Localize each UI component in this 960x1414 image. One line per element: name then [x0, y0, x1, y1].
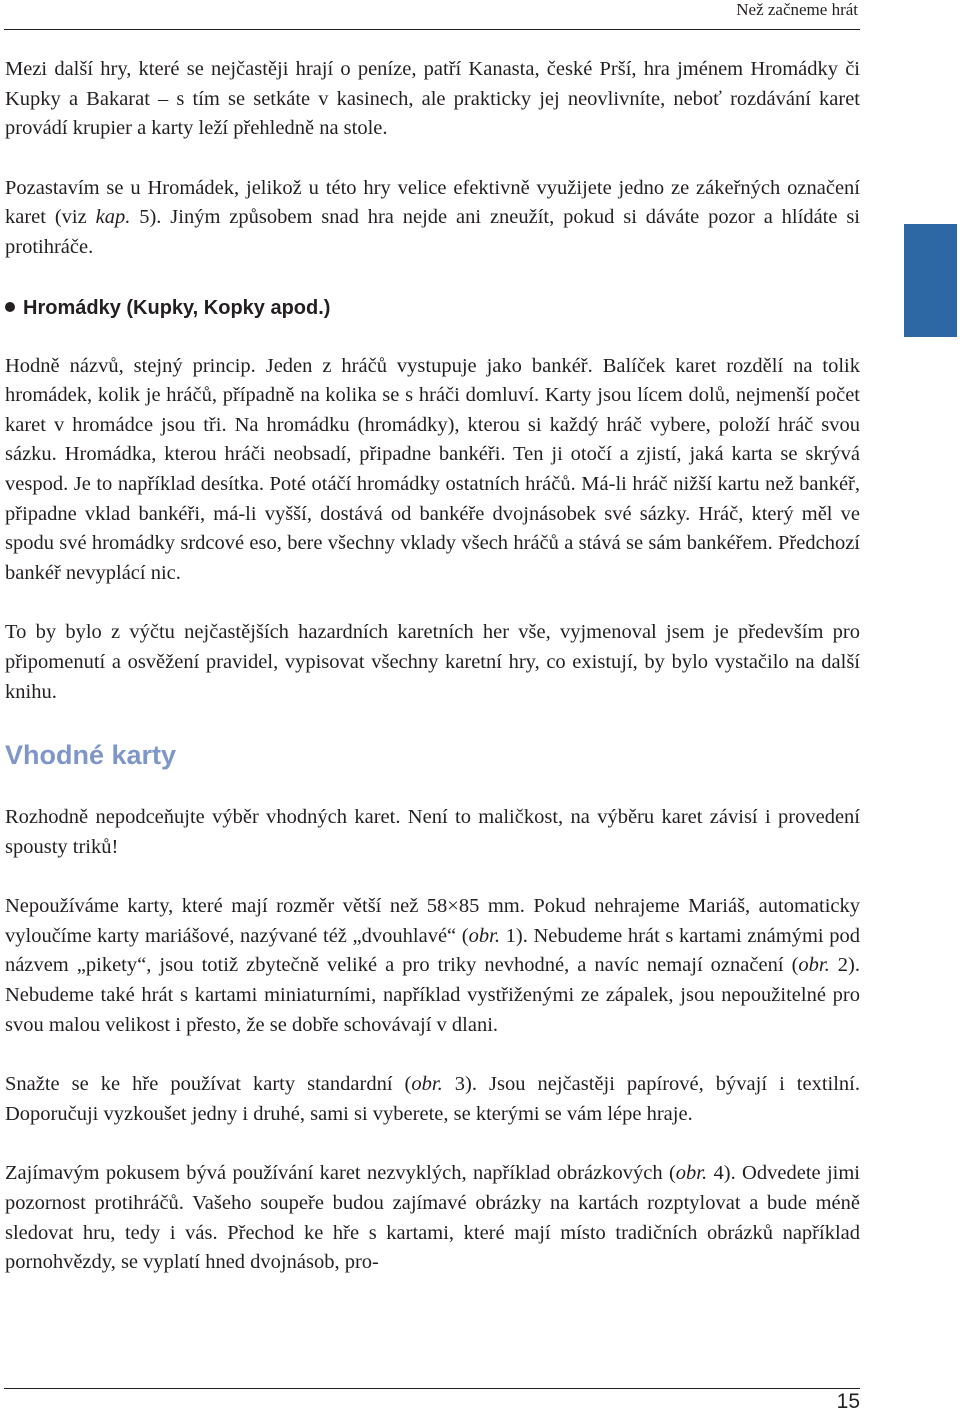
- paragraph-card-choice: Rozhodně nepodceňujte výběr vhodných karet. Není to maličkost, na výběru karet závisí i provedení spousty triků!: [5, 806, 860, 858]
- paragraph-games-intro: Mezi další hry, které se nejčastěji hrají o peníze, patří Kanasta, české Prší, hra jménem Hromádky či Kupky a Bakarat – s tím se setkáte v kasinech, ale prakticky jej neovlivníte, neboť rozdávání karet provádí krupier a karty leží přehledně na stole.: [5, 58, 860, 140]
- paragraph-hromadky-rules: Hodně názvů, stejný princip. Jeden z hráčů vystupuje jako bankéř. Balíček karet rozdělí na tolik hromádek, kolik je hráčů, případně na kolika se s hráči domluví. Karty jsou lícem dolů, nejmenší počet karet v hromádce jsou tři. Na hromádku (hromádky), kterou si každý hráč vybere, položí hráč svou sázku. Hromádka, kterou hráči neobsadí, připadne bankéři. Ten ji otočí a zjistí, jaká karta se skrývá vespod. Je to například desítka. Poté otáčí hromádky ostatních hráčů. Má-li hráč nižší kartu než bankéř, připadne vklad bankéři, má-li vyšší, dostává od bankéře dvojnásobek své sázky. Hráč, který měl ve spodu své hromádky srdcové eso, bere všechny vklady všech hráčů a stává se sám bankéřem. Předchozí bankéř nevyplácí nic.: [5, 354, 860, 584]
- text-run: 2). Nebudeme také hrát s kartami miniaturními, například vystřiženými ze zápalek, jsou nepoužitelné pro svou malou velikost i přesto, že se dobře schovávají v dlani.: [5, 954, 860, 1036]
- figure-reference: obr.: [798, 954, 830, 977]
- running-header: Než začneme hrát: [736, 0, 858, 19]
- page-body: [5, 55, 860, 1308]
- text-run: 4). Odvedete jimi pozornost protihráčů. Vašeho soupeře budou zajímavé obrázky na kartách rozptylovat a bude méně sledovat hru, tedy i vás. Přechod ke hře s kartami, které mají místo tradičních obrázků například pornohvězdy, se vyplatí hned dvojnásob, pro-: [5, 1162, 860, 1274]
- text-run: Pozastavím se u Hromádek, jelikož u této hry velice efektivně využijete jedno ze zákeřných označení karet (viz: [5, 176, 860, 229]
- text-run: 3). Jsou nejčastěji papírové, bývají i textilní. Doporučuji vyzkoušet jedny i druhé, sami si vyberete, se kterými se vám lépe hraje.: [5, 1073, 860, 1125]
- paragraph-card-sizes: [5, 892, 860, 1040]
- subheading-text: Hromádky (Kupky, Kopky apod.): [23, 296, 331, 319]
- footer-rule: [4, 1388, 860, 1389]
- chapter-reference: kap.: [95, 206, 131, 229]
- subheading-hromadky: [5, 293, 860, 323]
- paragraph-hromadky-intro: [5, 174, 860, 263]
- text-run: Zajímavým pokusem bývá používání karet nezvyklých, například obrázkových (: [5, 1162, 676, 1185]
- text-run: Nepoužíváme karty, které mají rozměr větší než 58×85 mm. Pokud nehrajeme Mariáš, automaticky vyloučíme karty mariášové, nazývané též „dvouhlavé“ (: [5, 895, 860, 947]
- text-run: 5). Jiným způsobem snad hra nejde ani zneužít, pokud si dáváte pozor a hlídáte si protihráče.: [5, 206, 861, 258]
- section-heading-vhodne-karty: Vhodné karty: [5, 740, 177, 771]
- paragraph-unusual-cards: [5, 1159, 860, 1277]
- page-number: 15: [836, 1390, 860, 1413]
- paragraph-standard-cards: [5, 1070, 860, 1129]
- text-run: Snažte se ke hře používat karty standardní (: [5, 1073, 412, 1096]
- figure-reference: obr.: [468, 924, 500, 947]
- text-run: 1). Nebudeme hrát s kartami známými pod názvem „pikety“, jsou totiž zbytečně veliké a pro triky nevhodné, a navíc nemají označení (: [5, 924, 860, 977]
- header-rule: [4, 29, 860, 30]
- paragraph-summary: To by bylo z výčtu nejčastějších hazardních karetních her vše, vyjmenoval jsem je především pro připomenutí a osvěžení pravidel, vypisovat všechny karetní hry, co existují, by bylo vystačilo na další knihu.: [5, 621, 860, 703]
- bullet-icon: [5, 302, 15, 312]
- chapter-thumb-tab: [904, 224, 957, 337]
- figure-reference: obr.: [675, 1162, 708, 1185]
- figure-reference: obr.: [411, 1073, 443, 1096]
